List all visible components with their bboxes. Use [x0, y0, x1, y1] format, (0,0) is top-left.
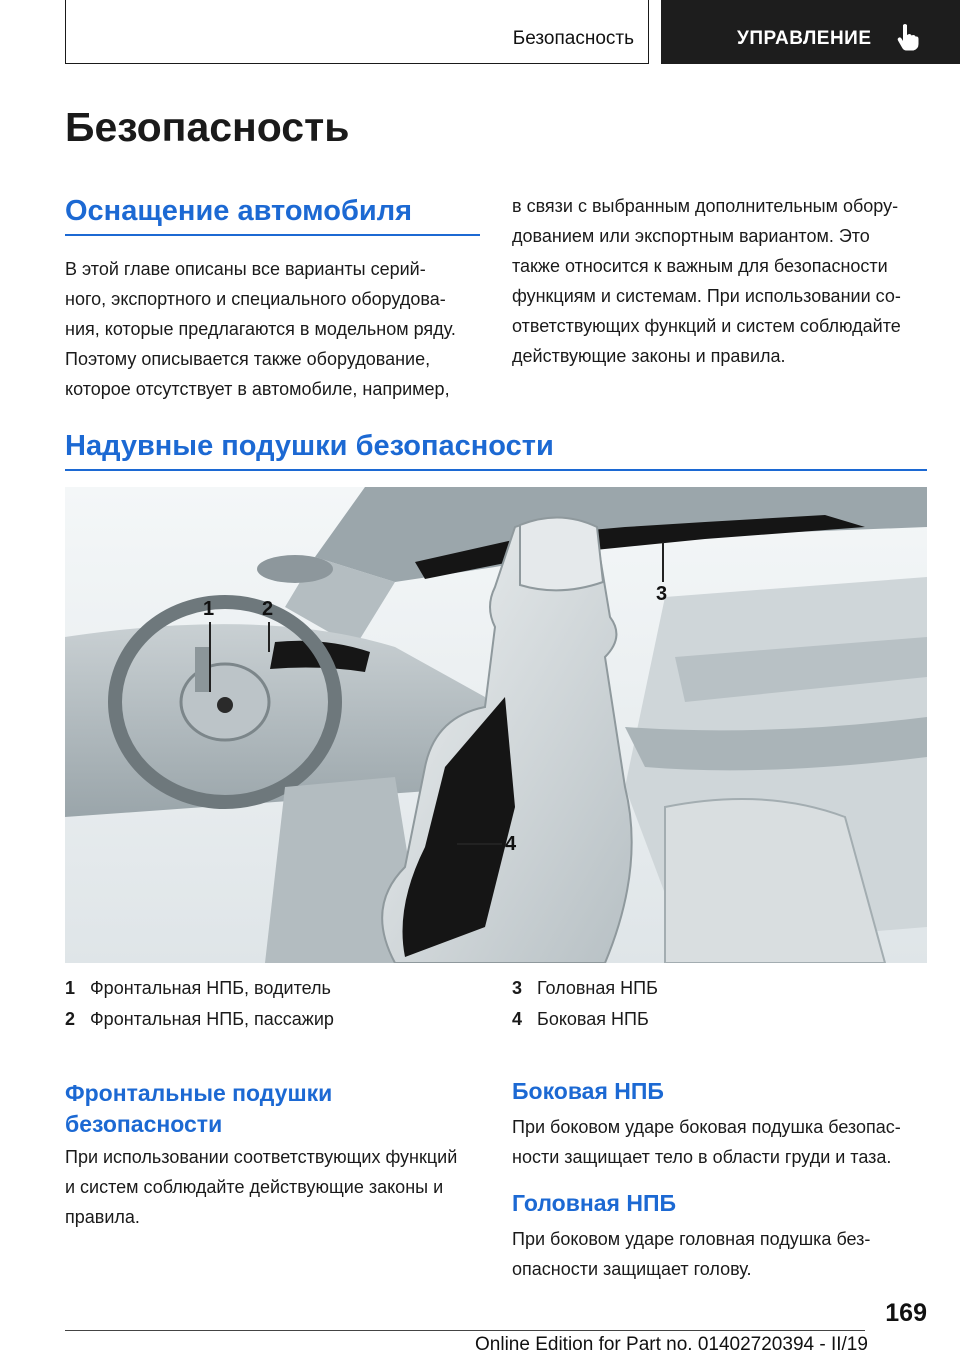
- text-line: правила.: [65, 1207, 140, 1227]
- subheading-side-airbag: Боковая НПБ: [512, 1078, 664, 1104]
- header-section-box: [65, 0, 649, 64]
- side-airbag-text: [512, 1112, 901, 1172]
- text-line: также относится к важным для безопасности: [512, 256, 888, 276]
- text-line: в связи с выбранным дополнительным обору-: [512, 196, 899, 216]
- legend-number: 2: [65, 1009, 76, 1029]
- legend-number: 1: [65, 978, 76, 998]
- legend-text: Фронтальная НПБ, пассажир: [90, 1009, 334, 1029]
- text-line: действующие законы и правила.: [512, 346, 786, 366]
- text-line: и систем соблюдайте действующие законы и: [65, 1177, 444, 1197]
- section-rule-equipment: [65, 234, 480, 236]
- footer-edition: Online Edition for Part no. 01402720394 - II/19: [475, 1334, 868, 1355]
- legend-text: Боковая НПБ: [537, 1009, 649, 1029]
- subheading-front-airbags: [65, 1078, 332, 1140]
- equipment-text-left: [65, 254, 456, 404]
- section-heading-equipment: Оснащение автомобиля: [65, 195, 413, 227]
- heading-line: безопасности: [65, 1111, 223, 1137]
- text-line: опасности защищает голову.: [512, 1259, 752, 1279]
- text-line: При боковом ударе головная подушка без-: [512, 1229, 871, 1249]
- heading-line: Фронтальные подушки: [65, 1080, 333, 1106]
- front-airbags-text: [65, 1142, 457, 1232]
- header-chapter-tab: [661, 0, 960, 64]
- section-rule-airbags: [65, 469, 927, 471]
- subheading-head-airbag: Головная НПБ: [512, 1190, 677, 1216]
- legend-text: Головная НПБ: [537, 978, 658, 998]
- legend-number: 4: [512, 1009, 523, 1029]
- text-line: В этой главе описаны все варианты серий-: [65, 259, 426, 279]
- callout-1: 1: [203, 598, 215, 620]
- page-title: Безопасность: [65, 104, 350, 150]
- callout-4: 4: [505, 833, 517, 855]
- footer-rule: [65, 1330, 865, 1331]
- text-line: ния, которые предлагаются в модельном ряду.: [65, 319, 456, 339]
- pointing-hand-icon: [897, 23, 919, 51]
- legend-number: 3: [512, 978, 523, 998]
- section-heading-airbags: Надувные подушки безопасности: [65, 430, 554, 462]
- text-line: При боковом ударе боковая подушка безопас-: [512, 1117, 901, 1137]
- header-section-label: Безопасность: [512, 28, 634, 49]
- head-airbag-text: [512, 1224, 870, 1284]
- text-line: ности защищает тело в области груди и таза.: [512, 1147, 892, 1167]
- callout-3: 3: [656, 583, 668, 605]
- text-line: дованием или экспортным вариантом. Это: [512, 226, 870, 246]
- legend-text: Фронтальная НПБ, водитель: [90, 978, 331, 998]
- airbag-illustration: [65, 487, 927, 963]
- equipment-text-right: [512, 191, 901, 371]
- callout-2: 2: [262, 598, 274, 620]
- text-line: ного, экспортного и специального оборудова-: [65, 289, 446, 309]
- text-line: ответствующих функций и систем соблюдайте: [512, 316, 901, 336]
- page-number: 169: [885, 1299, 927, 1327]
- car-interior-drawing: [65, 487, 927, 963]
- text-line: Поэтому описывается также оборудование,: [65, 349, 431, 369]
- text-line: которое отсутствует в автомобиле, например,: [65, 379, 450, 399]
- text-line: При использовании соответствующих функций: [65, 1147, 458, 1167]
- header-chapter-label: УПРАВЛЕНИЕ: [737, 28, 872, 49]
- text-line: функциям и системам. При использовании со-: [512, 286, 901, 306]
